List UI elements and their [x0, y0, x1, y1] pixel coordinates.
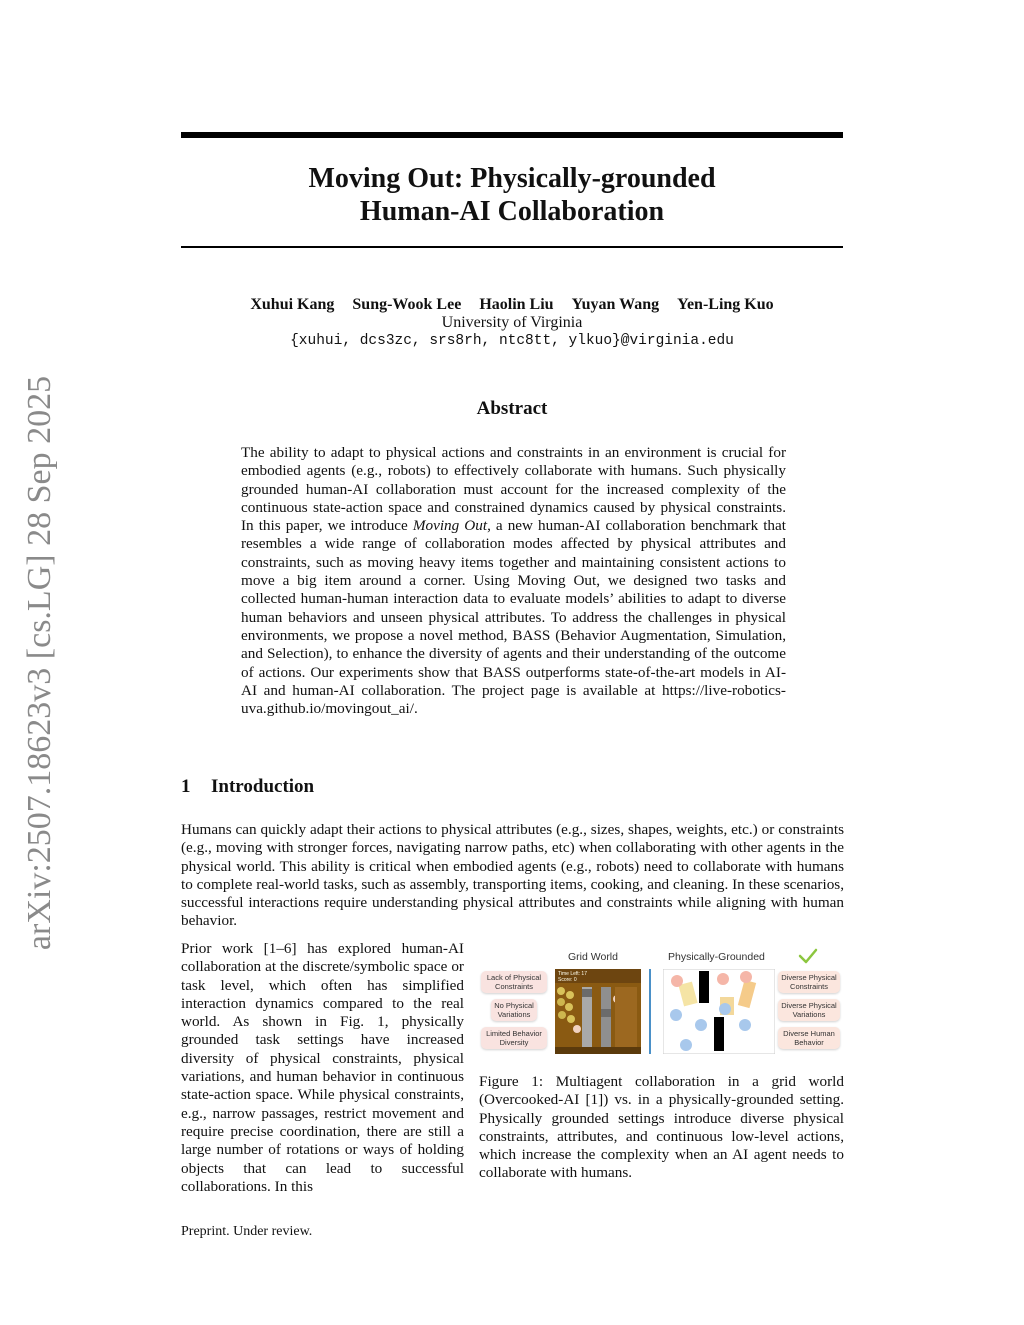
- section-number: 1: [181, 776, 191, 797]
- figure-1: [479, 944, 844, 1059]
- game-hud-score: Score: 0: [558, 977, 577, 983]
- author: Sung-Wook Lee: [352, 296, 462, 313]
- physical-world-scene: [663, 969, 775, 1054]
- affiliation: University of Virginia: [441, 314, 583, 331]
- figure-grid-world-title: Grid World: [568, 951, 618, 963]
- title-line-2: Human-AI Collaboration: [359, 196, 665, 227]
- intro-paragraph-1: Humans can quickly adapt their actions to physical attributes (e.g., sizes, shapes, weights, etc.) or constraints (e.g., moving with stronger forces, navigating narrow paths, etc) when collaborating with other agents in the physical world. This ability is critical when embodied agents (e.g., robots) need to collaborate with humans to complete real-world tasks, such as assembly, transporting items, cooking, and cleaning. In these scenarios, successful interactions require understanding physical attributes and constraints while aligning with human behavior.: [181, 821, 844, 930]
- title-rule-bottom: [181, 246, 843, 248]
- section-title: Introduction: [211, 776, 315, 797]
- arxiv-id: arXiv:2507.18623v3 [cs.LG] 28 Sep 2025: [21, 375, 58, 950]
- label-lack-physical-constraints: Lack of Physical Constraints: [481, 971, 547, 993]
- abstract-heading: Abstract: [476, 398, 548, 419]
- title-rule-top: [181, 132, 843, 138]
- author: Yen-Ling Kuo: [677, 296, 774, 313]
- checkmark-icon: [798, 948, 818, 964]
- label-diverse-physical-constraints: Diverse Physical Constraints: [778, 971, 840, 993]
- title-line-1: Moving Out: Physically-grounded: [308, 163, 716, 194]
- label-limited-behavior-diversity: Limited Behavior Diversity: [481, 1027, 547, 1049]
- abstract-text-1: The ability to adapt to physical actions and constraints in an environment is crucial for embodied agents (e.g., robots) to effectively collaborate with humans. Such physically grounded human-AI collaboration must account for the increased complexity of the continuous state-action space and constrained dynamics caused by physical constraints. In this paper, we introduce: [241, 444, 786, 535]
- label-no-physical-variations: No Physical Variations: [491, 999, 537, 1021]
- grid-world-scene: [555, 969, 641, 1054]
- author-emails: {xuhui, dcs3zc, srs8rh, ntc8tt, ylkuo}@virginia.edu: [290, 333, 734, 349]
- figure-physical-title: Physically-Grounded: [668, 951, 765, 963]
- author-list: [181, 296, 843, 314]
- section-heading: [181, 776, 314, 798]
- author: Haolin Liu: [479, 296, 554, 313]
- label-diverse-physical-variations: Diverse Physical Variations: [778, 999, 840, 1021]
- author: Yuyan Wang: [571, 296, 660, 313]
- footer-note: Preprint. Under review.: [181, 1224, 313, 1239]
- author: Xuhui Kang: [250, 296, 335, 313]
- abstract-body: [241, 444, 786, 718]
- abstract-benchmark-name: Moving Out: [412, 517, 488, 535]
- figure-1-caption: Figure 1: Multiagent collaboration in a grid world (Overcooked-AI [1]) vs. in a physically-grounded setting. Physically grounded settings introduce diverse physical constraints, attributes, and continuous low-level actions, which increase the complexity when an AI agent needs to collaborate with humans.: [479, 1073, 844, 1182]
- intro-paragraph-2: Prior work [1–6] has explored human-AI collaboration at the discrete/symbolic space or task level, which often has simplified interaction dynamics compared to the real world. As shown in Fig. 1, physically grounded task settings have increased diversity of physical constraints, physical variations, and human behavior in continuous state-action space. While physical constraints, e.g., narrow passages, restrict movement and require precise coordination, there are still a large number of rotations or ways of holding objects that can lead to successful collaborations. In this: [181, 940, 464, 1195]
- game-hud-time: Time Left: 17: [558, 971, 587, 977]
- arxiv-sidebar-stamp: [18, 370, 62, 955]
- abstract-text-2: , a new human-AI collaboration benchmark that resembles a wide range of collaboration modes affected by physical attributes and constraints, such as moving heavy items together and maintaining consistent actions to move a big item around a corner. Using Moving Out, we designed two tasks and collected human-human interaction data to evaluate models’ abilities to adapt to diverse human behaviors and unseen physical attributes. To address the challenges in physical environments, we propose a novel method, BASS (Behavior Augmentation, Simulation, and Selection), to enhance the diversity of agents and their understanding of the outcome of actions. Our experiments show that BASS outperforms state-of-the-art models in AI-AI and human-AI collaboration. The project page is available at https://live-robotics-uva.github.io/movingout_ai/.: [241, 517, 786, 718]
- figure-divider: [649, 969, 651, 1054]
- paper-title: [181, 162, 843, 228]
- label-diverse-human-behavior: Diverse Human Behavior: [778, 1027, 840, 1049]
